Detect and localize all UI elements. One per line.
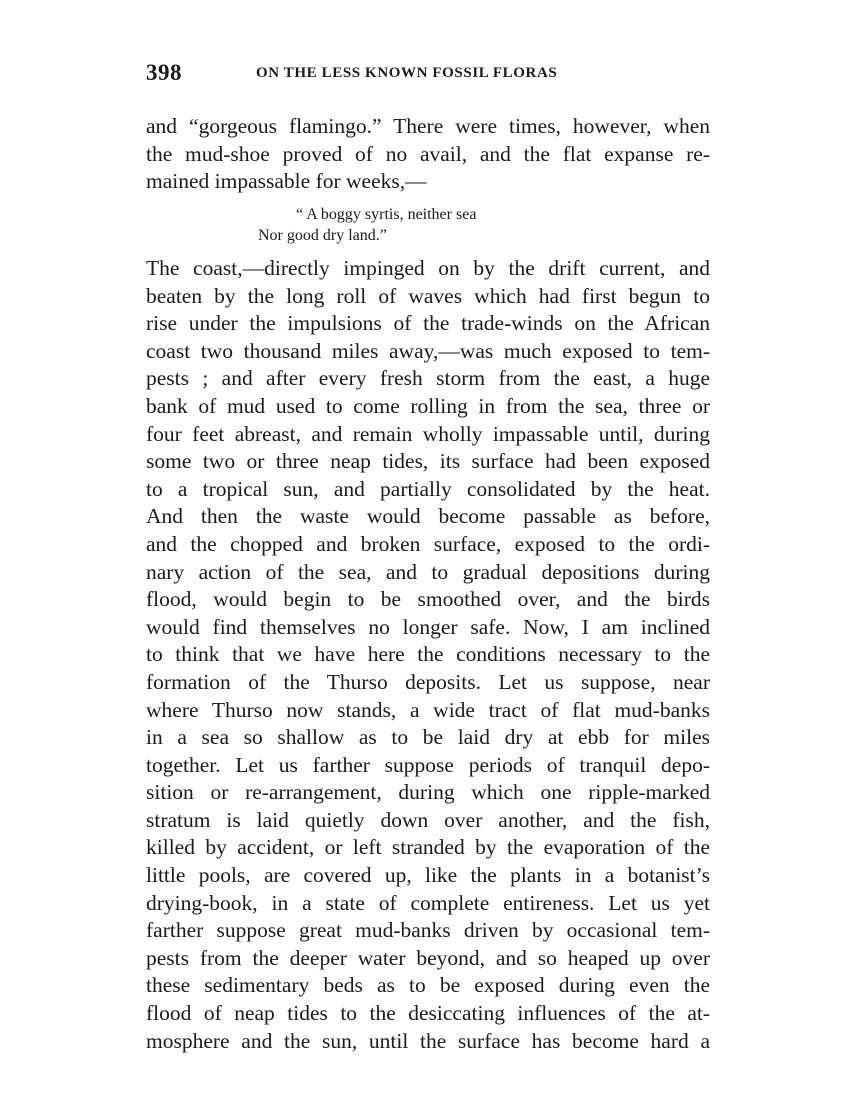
text-line: drying-book, in a state of complete entireness. Let us yet <box>146 890 710 915</box>
text-line: and the chopped and broken surface, exposed to the ordi- <box>146 531 710 556</box>
text-line: sition or re-arrangement, during which one ripple-marked <box>146 780 710 805</box>
text-line: the mud-shoe proved of no avail, and the flat expanse re- <box>146 141 710 166</box>
text-line: flood of neap tides to the desiccating influences of the at- <box>146 1001 710 1026</box>
text-line: flood, would begin to be smoothed over, and the birds <box>146 587 710 612</box>
running-head: ON THE LESS KNOWN FOSSIL FLORAS <box>256 65 558 81</box>
text-line: mosphere and the sun, until the surface has become hard a <box>146 1028 710 1053</box>
text-line: killed by accident, or left stranded by the evaporation of the <box>146 835 710 860</box>
text-line: stratum is laid quietly down over another, and the fish, <box>146 807 710 832</box>
text-line: formation of the Thurso deposits. Let us suppose, near <box>146 669 710 694</box>
text-line: rise under the impulsions of the trade-winds on the African <box>146 311 710 336</box>
text-line: And then the waste would become passable as before, <box>146 504 710 529</box>
text-line: pests ; and after every fresh storm from the east, a huge <box>146 366 710 391</box>
quote-line: “ A boggy syrtis, neither sea <box>296 206 477 223</box>
page-number: 398 <box>146 60 182 85</box>
text-line: these sedimentary beds as to be exposed during even the <box>146 973 710 998</box>
text-line: some two or three neap tides, its surface had been exposed <box>146 449 710 474</box>
text-line: nary action of the sea, and to gradual depositions during <box>146 559 710 584</box>
paragraph-flamingo <box>146 113 710 196</box>
text-line: together. Let us farther suppose periods of tranquil depo- <box>146 752 710 777</box>
text-line: to a tropical sun, and partially consolidated by the heat. <box>146 476 710 501</box>
text-line: in a sea so shallow as to be laid dry at ebb for miles <box>146 725 710 750</box>
page-header <box>146 60 711 90</box>
paragraph-coast <box>146 255 710 1055</box>
text-line: The coast,—directly impinged on by the drift current, and <box>146 256 710 280</box>
text-line: little pools, are covered up, like the plants in a botanist’s <box>146 863 710 888</box>
text-line: pests from the deeper water beyond, and so heaped up over <box>146 945 710 970</box>
text-line: bank of mud used to come rolling in from the sea, three or <box>146 393 710 418</box>
quote-line: Nor good dry land.” <box>258 227 387 244</box>
text-line: coast two thousand miles away,—was much exposed to tem- <box>146 338 710 363</box>
text-line: beaten by the long roll of waves which had first begun to <box>146 283 710 308</box>
text-line: would find themselves no longer safe. Now, I am inclined <box>146 614 710 639</box>
text-line: mained impassable for weeks,— <box>146 169 427 194</box>
text-line: four feet abreast, and remain wholly impassable until, during <box>146 421 710 446</box>
text-line: to think that we have here the conditions necessary to the <box>146 642 710 667</box>
text-line: farther suppose great mud-banks driven by occasional tem- <box>146 918 710 943</box>
text-line: and “gorgeous flamingo.” There were times, however, when <box>146 114 710 138</box>
verse-quotation <box>258 204 558 246</box>
text-line: where Thurso now stands, a wide tract of flat mud-banks <box>146 697 710 722</box>
